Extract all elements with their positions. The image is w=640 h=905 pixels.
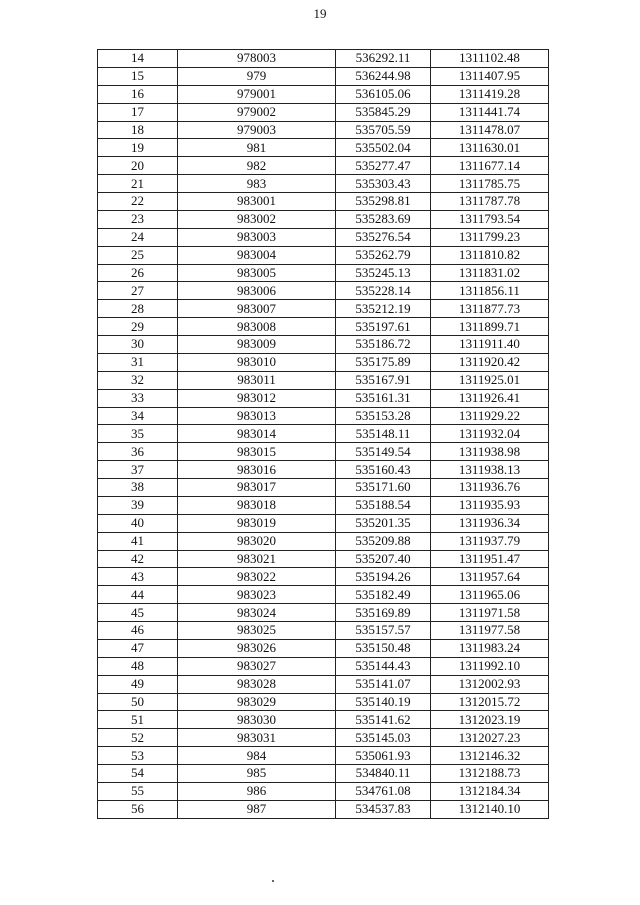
y-coordinate-cell: 1311677.14: [431, 157, 549, 175]
table-row: [98, 50, 549, 68]
y-coordinate-cell: 1312140.10: [431, 800, 549, 818]
y-coordinate-cell: 1311983.24: [431, 639, 549, 657]
row-number-cell: 36: [98, 443, 178, 461]
row-number-cell: 29: [98, 318, 178, 336]
table-row: [98, 586, 549, 604]
row-number-cell: 35: [98, 425, 178, 443]
row-number-cell: 23: [98, 210, 178, 228]
table-row: [98, 300, 549, 318]
y-coordinate-cell: 1311929.22: [431, 407, 549, 425]
y-coordinate-cell: 1311936.34: [431, 514, 549, 532]
table-row: [98, 139, 549, 157]
row-number-cell: 27: [98, 282, 178, 300]
x-coordinate-cell: 536292.11: [336, 50, 431, 68]
row-number-cell: 16: [98, 85, 178, 103]
point-id-cell: 983001: [178, 193, 336, 211]
x-coordinate-cell: 535201.35: [336, 514, 431, 532]
y-coordinate-cell: 1311877.73: [431, 300, 549, 318]
x-coordinate-cell: 536105.06: [336, 85, 431, 103]
row-number-cell: 51: [98, 711, 178, 729]
x-coordinate-cell: 535175.89: [336, 353, 431, 371]
row-number-cell: 19: [98, 139, 178, 157]
table-row: [98, 121, 549, 139]
point-id-cell: 983024: [178, 604, 336, 622]
row-number-cell: 34: [98, 407, 178, 425]
x-coordinate-cell: 535157.57: [336, 622, 431, 640]
point-id-cell: 984: [178, 747, 336, 765]
y-coordinate-cell: 1311810.82: [431, 246, 549, 264]
point-id-cell: 983017: [178, 479, 336, 497]
point-id-cell: 983029: [178, 693, 336, 711]
table-row: [98, 496, 549, 514]
point-id-cell: 983002: [178, 210, 336, 228]
row-number-cell: 52: [98, 729, 178, 747]
y-coordinate-cell: 1311992.10: [431, 657, 549, 675]
x-coordinate-cell: 535298.81: [336, 193, 431, 211]
point-id-cell: 983013: [178, 407, 336, 425]
point-id-cell: 985: [178, 765, 336, 783]
point-id-cell: 981: [178, 139, 336, 157]
x-coordinate-cell: 535303.43: [336, 175, 431, 193]
x-coordinate-cell: 535160.43: [336, 461, 431, 479]
point-id-cell: 983023: [178, 586, 336, 604]
point-id-cell: 983014: [178, 425, 336, 443]
y-coordinate-cell: 1311936.76: [431, 479, 549, 497]
point-id-cell: 987: [178, 800, 336, 818]
point-id-cell: 979002: [178, 103, 336, 121]
point-id-cell: 979: [178, 67, 336, 85]
table-row: [98, 282, 549, 300]
x-coordinate-cell: 535145.03: [336, 729, 431, 747]
y-coordinate-cell: 1312023.19: [431, 711, 549, 729]
table-body: [98, 50, 549, 819]
table-row: [98, 461, 549, 479]
row-number-cell: 14: [98, 50, 178, 68]
y-coordinate-cell: 1311102.48: [431, 50, 549, 68]
row-number-cell: 33: [98, 389, 178, 407]
table-row: [98, 675, 549, 693]
x-coordinate-cell: 535262.79: [336, 246, 431, 264]
table-row: [98, 443, 549, 461]
x-coordinate-cell: 535144.43: [336, 657, 431, 675]
row-number-cell: 32: [98, 371, 178, 389]
table-row: [98, 622, 549, 640]
row-number-cell: 55: [98, 782, 178, 800]
point-id-cell: 983: [178, 175, 336, 193]
y-coordinate-cell: 1311957.64: [431, 568, 549, 586]
x-coordinate-cell: 535845.29: [336, 103, 431, 121]
y-coordinate-cell: 1311937.79: [431, 532, 549, 550]
table-row: [98, 264, 549, 282]
x-coordinate-cell: 535169.89: [336, 604, 431, 622]
point-id-cell: 983027: [178, 657, 336, 675]
x-coordinate-cell: 535276.54: [336, 228, 431, 246]
row-number-cell: 22: [98, 193, 178, 211]
row-number-cell: 54: [98, 765, 178, 783]
point-id-cell: 979001: [178, 85, 336, 103]
row-number-cell: 17: [98, 103, 178, 121]
y-coordinate-cell: 1312015.72: [431, 693, 549, 711]
point-id-cell: 983031: [178, 729, 336, 747]
table-row: [98, 85, 549, 103]
point-id-cell: 983008: [178, 318, 336, 336]
row-number-cell: 56: [98, 800, 178, 818]
table-row: [98, 67, 549, 85]
table-row: [98, 639, 549, 657]
row-number-cell: 15: [98, 67, 178, 85]
y-coordinate-cell: 1311965.06: [431, 586, 549, 604]
x-coordinate-cell: 534537.83: [336, 800, 431, 818]
point-id-cell: 983022: [178, 568, 336, 586]
table-row: [98, 782, 549, 800]
row-number-cell: 47: [98, 639, 178, 657]
table-row: [98, 604, 549, 622]
y-coordinate-cell: 1311787.78: [431, 193, 549, 211]
x-coordinate-cell: 535153.28: [336, 407, 431, 425]
row-number-cell: 39: [98, 496, 178, 514]
point-id-cell: 983006: [178, 282, 336, 300]
y-coordinate-cell: 1311441.74: [431, 103, 549, 121]
table-row: [98, 657, 549, 675]
scan-speck: [272, 880, 274, 882]
point-id-cell: 983020: [178, 532, 336, 550]
table-row: [98, 246, 549, 264]
table-row: [98, 729, 549, 747]
point-id-cell: 983004: [178, 246, 336, 264]
x-coordinate-cell: 535141.62: [336, 711, 431, 729]
y-coordinate-cell: 1311478.07: [431, 121, 549, 139]
x-coordinate-cell: 535171.60: [336, 479, 431, 497]
y-coordinate-cell: 1311938.98: [431, 443, 549, 461]
row-number-cell: 25: [98, 246, 178, 264]
point-id-cell: 983025: [178, 622, 336, 640]
x-coordinate-cell: 535161.31: [336, 389, 431, 407]
y-coordinate-cell: 1311793.54: [431, 210, 549, 228]
x-coordinate-cell: 535277.47: [336, 157, 431, 175]
row-number-cell: 44: [98, 586, 178, 604]
y-coordinate-cell: 1311831.02: [431, 264, 549, 282]
x-coordinate-cell: 535283.69: [336, 210, 431, 228]
point-id-cell: 983015: [178, 443, 336, 461]
point-id-cell: 986: [178, 782, 336, 800]
row-number-cell: 28: [98, 300, 178, 318]
table-row: [98, 353, 549, 371]
table-row: [98, 103, 549, 121]
x-coordinate-cell: 535207.40: [336, 550, 431, 568]
x-coordinate-cell: 535188.54: [336, 496, 431, 514]
row-number-cell: 18: [98, 121, 178, 139]
row-number-cell: 31: [98, 353, 178, 371]
table-row: [98, 532, 549, 550]
row-number-cell: 45: [98, 604, 178, 622]
row-number-cell: 49: [98, 675, 178, 693]
y-coordinate-cell: 1311407.95: [431, 67, 549, 85]
y-coordinate-cell: 1311935.93: [431, 496, 549, 514]
y-coordinate-cell: 1312027.23: [431, 729, 549, 747]
point-id-cell: 983012: [178, 389, 336, 407]
point-id-cell: 983005: [178, 264, 336, 282]
point-id-cell: 979003: [178, 121, 336, 139]
y-coordinate-cell: 1311932.04: [431, 425, 549, 443]
x-coordinate-cell: 535502.04: [336, 139, 431, 157]
row-number-cell: 38: [98, 479, 178, 497]
x-coordinate-cell: 535212.19: [336, 300, 431, 318]
table-row: [98, 425, 549, 443]
row-number-cell: 50: [98, 693, 178, 711]
y-coordinate-cell: 1312188.73: [431, 765, 549, 783]
y-coordinate-cell: 1311630.01: [431, 139, 549, 157]
coordinates-table: [97, 49, 549, 819]
table-row: [98, 371, 549, 389]
point-id-cell: 983009: [178, 336, 336, 354]
y-coordinate-cell: 1311938.13: [431, 461, 549, 479]
x-coordinate-cell: 535197.61: [336, 318, 431, 336]
x-coordinate-cell: 535140.19: [336, 693, 431, 711]
table-row: [98, 550, 549, 568]
table-row: [98, 711, 549, 729]
point-id-cell: 978003: [178, 50, 336, 68]
point-id-cell: 983016: [178, 461, 336, 479]
x-coordinate-cell: 535167.91: [336, 371, 431, 389]
x-coordinate-cell: 535141.07: [336, 675, 431, 693]
point-id-cell: 983003: [178, 228, 336, 246]
table-row: [98, 568, 549, 586]
point-id-cell: 983028: [178, 675, 336, 693]
row-number-cell: 30: [98, 336, 178, 354]
x-coordinate-cell: 535228.14: [336, 282, 431, 300]
table-row: [98, 210, 549, 228]
x-coordinate-cell: 535182.49: [336, 586, 431, 604]
page-number: 19: [313, 6, 327, 21]
row-number-cell: 43: [98, 568, 178, 586]
y-coordinate-cell: 1311926.41: [431, 389, 549, 407]
row-number-cell: 53: [98, 747, 178, 765]
point-id-cell: 983007: [178, 300, 336, 318]
y-coordinate-cell: 1312184.34: [431, 782, 549, 800]
y-coordinate-cell: 1311971.58: [431, 604, 549, 622]
row-number-cell: 48: [98, 657, 178, 675]
row-number-cell: 40: [98, 514, 178, 532]
row-number-cell: 41: [98, 532, 178, 550]
y-coordinate-cell: 1312146.32: [431, 747, 549, 765]
y-coordinate-cell: 1311899.71: [431, 318, 549, 336]
table-row: [98, 157, 549, 175]
table-row: [98, 336, 549, 354]
y-coordinate-cell: 1311977.58: [431, 622, 549, 640]
point-id-cell: 982: [178, 157, 336, 175]
x-coordinate-cell: 534761.08: [336, 782, 431, 800]
table-row: [98, 389, 549, 407]
y-coordinate-cell: 1311911.40: [431, 336, 549, 354]
row-number-cell: 20: [98, 157, 178, 175]
point-id-cell: 983030: [178, 711, 336, 729]
point-id-cell: 983026: [178, 639, 336, 657]
point-id-cell: 983018: [178, 496, 336, 514]
y-coordinate-cell: 1311951.47: [431, 550, 549, 568]
row-number-cell: 24: [98, 228, 178, 246]
row-number-cell: 21: [98, 175, 178, 193]
table-row: [98, 318, 549, 336]
table-row: [98, 765, 549, 783]
y-coordinate-cell: 1312002.93: [431, 675, 549, 693]
y-coordinate-cell: 1311785.75: [431, 175, 549, 193]
table-row: [98, 747, 549, 765]
x-coordinate-cell: 535149.54: [336, 443, 431, 461]
row-number-cell: 37: [98, 461, 178, 479]
x-coordinate-cell: 535245.13: [336, 264, 431, 282]
table-row: [98, 800, 549, 818]
row-number-cell: 42: [98, 550, 178, 568]
x-coordinate-cell: 535061.93: [336, 747, 431, 765]
row-number-cell: 26: [98, 264, 178, 282]
point-id-cell: 983010: [178, 353, 336, 371]
y-coordinate-cell: 1311799.23: [431, 228, 549, 246]
table-row: [98, 193, 549, 211]
x-coordinate-cell: 534840.11: [336, 765, 431, 783]
y-coordinate-cell: 1311925.01: [431, 371, 549, 389]
row-number-cell: 46: [98, 622, 178, 640]
x-coordinate-cell: 535705.59: [336, 121, 431, 139]
x-coordinate-cell: 535209.88: [336, 532, 431, 550]
x-coordinate-cell: 535186.72: [336, 336, 431, 354]
point-id-cell: 983019: [178, 514, 336, 532]
table-row: [98, 175, 549, 193]
y-coordinate-cell: 1311920.42: [431, 353, 549, 371]
x-coordinate-cell: 535148.11: [336, 425, 431, 443]
point-id-cell: 983011: [178, 371, 336, 389]
table-row: [98, 514, 549, 532]
y-coordinate-cell: 1311419.28: [431, 85, 549, 103]
point-id-cell: 983021: [178, 550, 336, 568]
table-row: [98, 479, 549, 497]
table-row: [98, 693, 549, 711]
table-row: [98, 228, 549, 246]
x-coordinate-cell: 535194.26: [336, 568, 431, 586]
x-coordinate-cell: 536244.98: [336, 67, 431, 85]
y-coordinate-cell: 1311856.11: [431, 282, 549, 300]
x-coordinate-cell: 535150.48: [336, 639, 431, 657]
table-row: [98, 407, 549, 425]
